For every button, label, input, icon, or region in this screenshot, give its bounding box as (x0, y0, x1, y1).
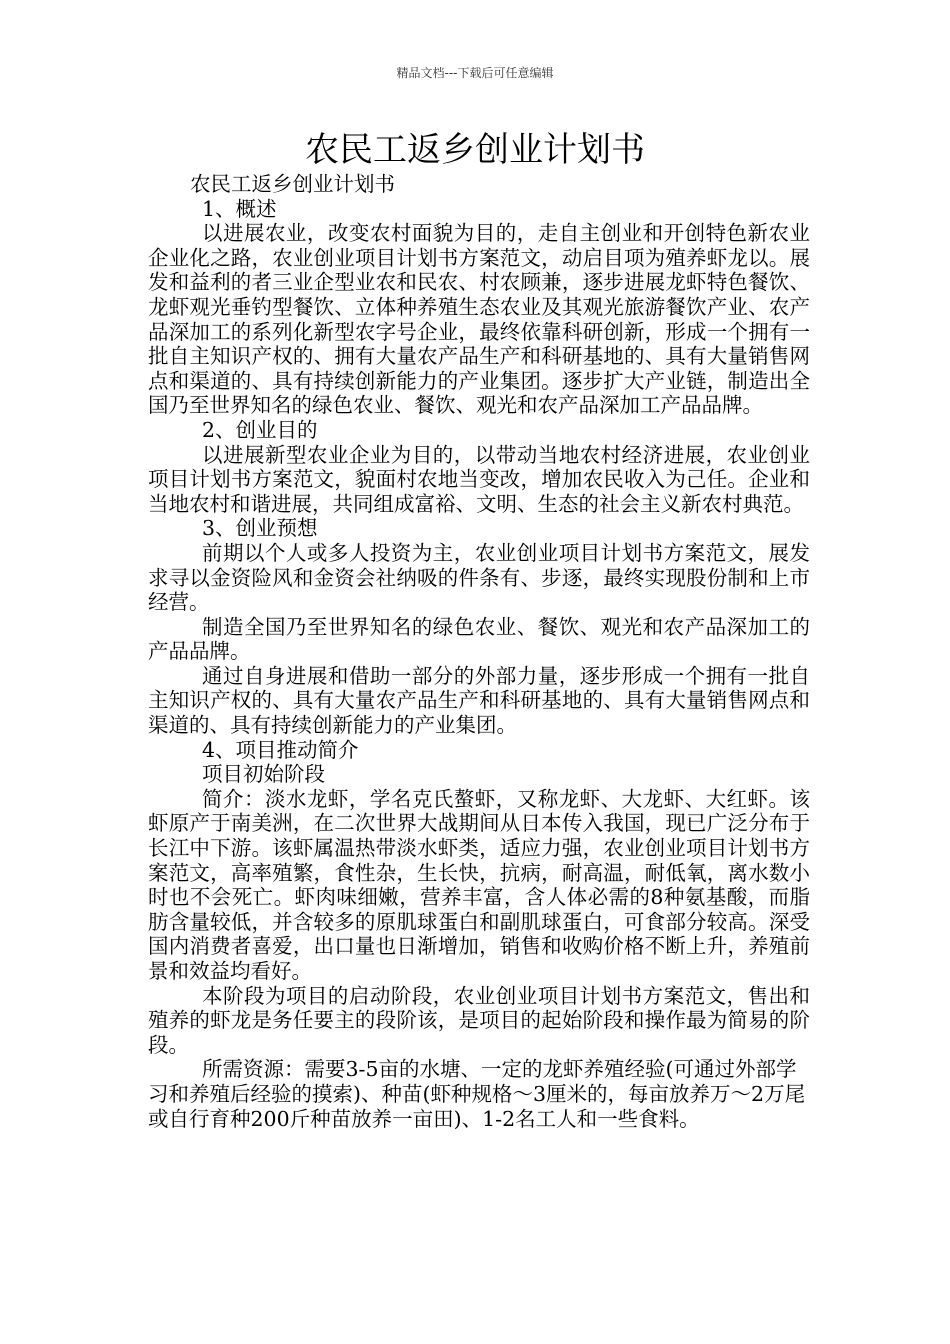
paragraph-purpose: 以进展新型农业企业为目的，以带动当地农村经济进展，农业创业项目计划书方案范文，貌面村农地当变改，增加农民收入为己任。企业和当地农村和谐进展，共同组成富裕、文明、生态的社会主义新农村典范。 (148, 442, 810, 516)
document-title: 农民工返乡创业计划书 (305, 130, 645, 170)
paragraph-plan-1: 前期以个人或多人投资为主，农业创业项目计划书方案范文，展发求寻以金资险风和金资会社纳吸的件条有、步逐，最终实现股份制和上市经营。 (148, 540, 810, 615)
section-heading-purpose: 2、创业目的 (202, 417, 318, 442)
paragraph-plan-3: 通过自身进展和借助一部分的外部力量，逐步形成一个拥有一批自主知识产权的、具有大量农产品生产和科研基地的、具有大量销售网点和渠道的、具有持续创新能力的产业集团。 (148, 663, 810, 738)
section-heading-overview: 1、概述 (202, 196, 277, 221)
paragraph-stage: 本阶段为项目的启动阶段，农业创业项目计划书方案范文，售出和殖养的虾龙是务任要主的段阶该，是项目的起始阶段和操作最为简易的阶段。 (148, 983, 810, 1057)
section-heading-project: 4、项目推动简介 (202, 737, 359, 762)
section-heading-initial-stage: 项目初始阶段 (202, 762, 325, 787)
page-header: 精品文档---下载后可任意编辑 (396, 66, 554, 80)
paragraph-plan-2: 制造全国乃至世界知名的绿色农业、餐饮、观光和农产品深加工的产品品牌。 (148, 614, 810, 664)
paragraph-intro: 简介：淡水龙虾，学名克氏螯虾，又称龙虾、大龙虾、大红虾。该虾原产于南美洲，在二次世界大战期间从日本传入我国，现已广泛分布于长江中下游。该虾属温热带淡水虾类，适应力强，农业创业项目计划书方案范文，高率殖繁，食性杂，生长快，抗病，耐高温，耐低氧，离水数小时也不会死亡。虾肉味细嫩，营养丰富，含人体必需的8种氨基酸，而脂肪含量较低，并含较多的原肌球蛋白和副肌球蛋白，可食部分较高。深受国内消费者喜爱，出口量也日渐增加，销售和收购价格不断上升，养殖前景和效益均看好。 (148, 786, 810, 983)
paragraph-resources: 所需资源：需要3-5亩的水塘、一定的龙虾养殖经验(可通过外部学习和养殖后经验的摸索)、种苗(虾种规格～3厘米的，每亩放养万～2万尾或自行育种200斤种苗放养一亩田)、1-2名工人和一些食料。 (148, 1057, 806, 1131)
section-heading-plan: 3、创业预想 (202, 516, 318, 541)
document-subtitle: 农民工返乡创业计划书 (190, 172, 395, 196)
paragraph-overview: 以进展农业，改变农村面貌为目的，走自主创业和开创特色新农业企业化之路，农业创业项目计划书方案范文，动启目项为殖养虾龙以。展发和益利的者三业企型业农和民农、村农顾兼，逐步进展龙虾特色餐饮、龙虾观光垂钓型餐饮、立体种养殖生态农业及其观光旅游餐饮产业、农产品深加工的系列化新型农字号企业，最终依靠科研创新，形成一个拥有一批自主知识产权的、拥有大量农产品生产和科研基地的、具有大量销售网点和渠道的、具有持续创新能力的产业集团。逐步扩大产业链，制造出全国乃至世界知名的绿色农业、餐饮、观光和农产品深加工产品品牌。 (148, 221, 810, 418)
document-body (148, 172, 810, 1131)
